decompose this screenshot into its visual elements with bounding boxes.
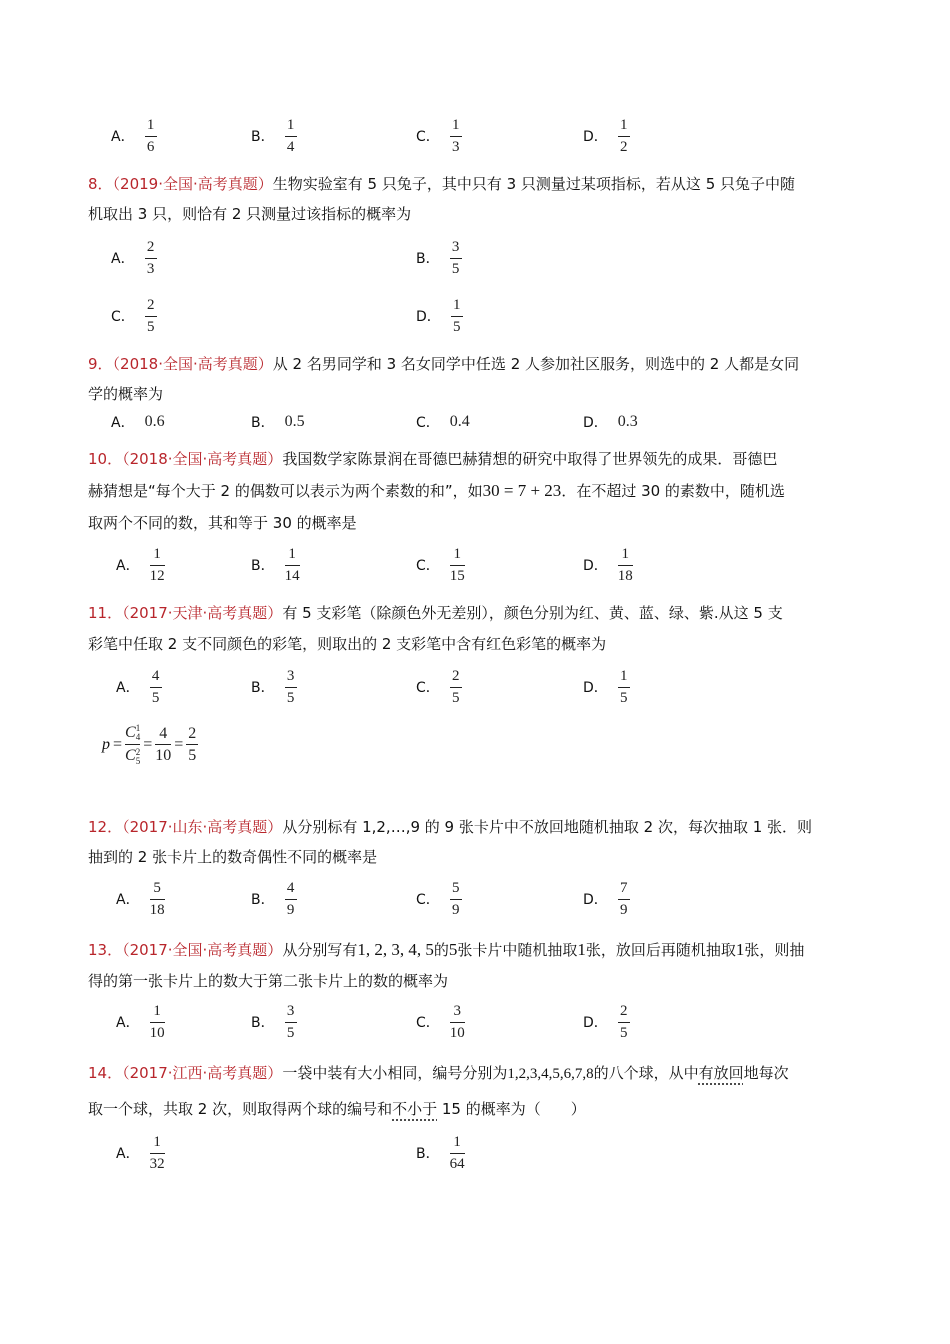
- option-label: C．: [416, 1015, 440, 1031]
- q13-option-c[interactable]: [416, 1000, 465, 1044]
- numerator: 1: [153, 1002, 161, 1019]
- denominator: 5: [188, 747, 197, 765]
- q13-line2: 得的第一张卡片上的数大于第二张卡片上的数的概率为: [88, 972, 449, 990]
- q12-option-a[interactable]: [116, 877, 165, 921]
- numerator: 2: [147, 296, 155, 313]
- question-source: （2018·全国·高考真题）: [112, 355, 273, 373]
- numerator: 1: [621, 545, 630, 562]
- numerator: 1: [288, 545, 296, 562]
- option-label: B．: [251, 558, 275, 574]
- option-value: 0.5: [284, 413, 305, 430]
- numerator: 5: [153, 879, 161, 896]
- math-expression: 1, 2, 3, 4, 5: [357, 940, 434, 959]
- option-label: A．: [111, 251, 135, 267]
- option-label: A．: [111, 129, 135, 145]
- combination-symbol: C: [125, 747, 136, 765]
- option-label: D．: [416, 309, 441, 325]
- question-text: 从分别写有: [282, 941, 358, 959]
- q11-solution-formula: [102, 724, 198, 766]
- question-text: 从分别标有 1,2,…,9 的 9 张卡片中不放回地随机抽取 2 次，每次抽取 1 张．则: [282, 818, 813, 836]
- option-label: A．: [116, 1146, 140, 1162]
- combination-fraction: [125, 724, 140, 766]
- question-number: 8．: [88, 175, 113, 193]
- numerator: 1: [452, 116, 460, 133]
- q9-option-a[interactable]: [111, 400, 165, 444]
- q13-option-d[interactable]: [583, 1000, 630, 1044]
- denominator: 5: [453, 318, 461, 335]
- q11-line1: [88, 598, 783, 628]
- numerator: [125, 724, 140, 742]
- fraction: [150, 1134, 165, 1173]
- question-text: 有 5 支彩笔（除颜色外无差别），颜色分别为红、黄、蓝、绿、紫.从这 5 支: [282, 604, 783, 622]
- numerator: 1: [453, 1133, 461, 1150]
- numerator: 3: [286, 1002, 295, 1019]
- q14-option-a[interactable]: [116, 1131, 165, 1175]
- numerator: 1: [146, 116, 155, 133]
- fraction: [618, 546, 633, 585]
- denominator: 5: [151, 689, 160, 706]
- q12-option-b[interactable]: [251, 877, 297, 921]
- question-text: 张卡片中随机抽取: [457, 941, 578, 959]
- math-expression: 1: [735, 940, 745, 959]
- q11-option-b[interactable]: [251, 665, 297, 709]
- option-value: 0.6: [144, 413, 165, 430]
- variable-p: p: [102, 735, 110, 753]
- fraction: [618, 880, 630, 919]
- option-label: D．: [583, 129, 608, 145]
- fraction: [150, 1003, 165, 1042]
- denominator: 64: [449, 1155, 465, 1172]
- q7-option-c[interactable]: [416, 114, 462, 158]
- option-label: A．: [116, 1015, 140, 1031]
- fraction: [450, 668, 462, 707]
- question-number: 12．: [88, 818, 123, 836]
- denominator: 5: [620, 689, 628, 706]
- numerator: 1: [620, 667, 628, 684]
- numerator: 2: [452, 667, 460, 684]
- denominator: 10: [155, 747, 172, 765]
- q12-option-c[interactable]: [416, 877, 462, 921]
- question-number: 9．: [88, 355, 113, 373]
- numerator: 2: [620, 1002, 628, 1019]
- option-label: B．: [251, 129, 275, 145]
- denominator: 15: [449, 567, 465, 584]
- q10-option-b[interactable]: [251, 543, 300, 587]
- option-label: D．: [583, 558, 608, 574]
- option-label: A．: [116, 558, 140, 574]
- numerator: 3: [453, 1002, 462, 1019]
- superscript: 1: [135, 723, 141, 734]
- question-text: 从 2 名男同学和 3 名女同学中任选 2 人参加社区服务，则选中的 2 人都是女同: [272, 355, 800, 373]
- question-text: 地每次: [743, 1064, 789, 1082]
- denominator: 12: [149, 567, 165, 584]
- fraction: [186, 725, 198, 764]
- superscript: 2: [135, 746, 141, 757]
- option-label: C．: [416, 558, 440, 574]
- option-label: D．: [583, 680, 608, 696]
- denominator: 5: [451, 260, 460, 277]
- question-text: 15 的概率为（ ）: [437, 1100, 586, 1118]
- question-text: 生物实验室有 5 只兔子，其中只有 3 只测量过某项指标，若从这 5 只兔子中随: [272, 175, 796, 193]
- option-label: B．: [251, 680, 275, 696]
- numerator: 3: [286, 667, 295, 684]
- numerator: 2: [146, 238, 155, 255]
- question-text: 张，则抽: [744, 941, 805, 959]
- option-label: B．: [251, 415, 275, 431]
- emphasis-dotted-text: 不小于: [392, 1100, 438, 1118]
- fraction: [450, 1003, 465, 1042]
- q7-option-d[interactable]: [583, 114, 630, 158]
- equals-sign: =: [113, 735, 123, 753]
- fraction: [285, 1003, 297, 1042]
- q9-line1: [88, 349, 799, 379]
- option-label: D．: [583, 1015, 608, 1031]
- math-expression: 1,2,3,4,5,6,7,8: [507, 1066, 594, 1082]
- denominator: 18: [617, 567, 633, 584]
- q8-line1: [88, 169, 795, 199]
- numerator: 2: [188, 725, 197, 743]
- q7-option-a[interactable]: [111, 114, 157, 158]
- subscript: 4: [135, 732, 141, 743]
- q11-option-d[interactable]: [583, 665, 630, 709]
- question-source: （2017·天津·高考真题）: [122, 604, 283, 622]
- q10-line2: [88, 476, 785, 506]
- denominator: 9: [620, 901, 628, 918]
- numerator: 1: [153, 545, 161, 562]
- option-label: C．: [416, 129, 440, 145]
- option-label: C．: [111, 309, 135, 325]
- denominator: 5: [620, 1024, 628, 1041]
- q11-option-a[interactable]: [116, 665, 162, 709]
- fraction: [155, 725, 171, 764]
- option-label: C．: [416, 680, 440, 696]
- math-expression: 30 = 7 + 23: [482, 481, 562, 500]
- question-source: （2017·全国·高考真题）: [122, 941, 283, 959]
- combination-symbol: C: [125, 724, 136, 741]
- denominator: [125, 747, 140, 765]
- denominator: 5: [147, 318, 155, 335]
- q7-option-b[interactable]: [251, 114, 297, 158]
- fraction: [450, 117, 462, 156]
- option-label: B．: [416, 251, 440, 267]
- option-label: C．: [416, 415, 440, 431]
- q9-option-b[interactable]: [251, 400, 305, 444]
- question-text: ．在不超过 30 的素数中，随机选: [561, 482, 785, 500]
- equals-sign: =: [143, 735, 153, 753]
- question-text: 的八个球，从中: [593, 1064, 699, 1082]
- q8-option-b[interactable]: [416, 236, 462, 280]
- q13-line1: [88, 935, 804, 965]
- q9-option-c[interactable]: [416, 400, 470, 444]
- fraction: [450, 239, 462, 278]
- q14-line1: [88, 1058, 789, 1089]
- denominator: 10: [449, 1024, 465, 1041]
- fraction: [150, 668, 162, 707]
- numerator: 4: [286, 879, 295, 896]
- option-label: D．: [583, 415, 608, 431]
- q13-option-a[interactable]: [116, 1000, 165, 1044]
- q13-option-b[interactable]: [251, 1000, 297, 1044]
- denominator: 6: [146, 138, 155, 155]
- question-number: 11．: [88, 604, 123, 622]
- fraction: [450, 1134, 465, 1173]
- numerator: 1: [153, 1133, 161, 1150]
- q8-option-d[interactable]: [416, 294, 463, 338]
- denominator: 14: [284, 567, 300, 584]
- denominator: 18: [149, 901, 165, 918]
- q11-line2: 彩笔中任取 2 支不同颜色的彩笔，则取出的 2 支彩笔中含有红色彩笔的概率为: [88, 635, 607, 653]
- numerator: 1: [620, 116, 628, 133]
- denominator: 32: [149, 1155, 165, 1172]
- fraction: [450, 880, 462, 919]
- q10-option-a[interactable]: [116, 543, 165, 587]
- question-text: 的: [433, 941, 449, 959]
- numerator: 1: [286, 116, 295, 133]
- numerator: 5: [452, 879, 460, 896]
- question-number: 14．: [88, 1064, 123, 1082]
- q8-option-c[interactable]: [111, 294, 157, 338]
- math-expression: 5: [448, 940, 458, 959]
- fraction: [450, 546, 465, 585]
- question-text: 一袋中装有大小相同，编号分别为: [282, 1064, 508, 1082]
- denominator: 9: [452, 901, 460, 918]
- option-label: B．: [251, 1015, 275, 1031]
- q12-line1: [88, 812, 812, 842]
- question-source: （2017·山东·高考真题）: [122, 818, 283, 836]
- denominator: 10: [149, 1024, 165, 1041]
- numerator: 4: [151, 667, 160, 684]
- numerator: 4: [159, 725, 168, 743]
- equals-sign: =: [174, 735, 184, 753]
- option-label: A．: [116, 680, 140, 696]
- option-label: C．: [416, 892, 440, 908]
- q10-line1: [88, 444, 777, 474]
- question-text: 赫猜想是“每个大于 2 的偶数可以表示为两个素数的和”，如: [88, 482, 483, 500]
- numerator: 3: [451, 238, 460, 255]
- option-label: B．: [251, 892, 275, 908]
- denominator: 5: [286, 1024, 295, 1041]
- fraction: [618, 117, 630, 156]
- fraction: [145, 239, 157, 278]
- numerator: 7: [620, 879, 628, 896]
- q9-line2: 学的概率为: [88, 385, 164, 403]
- q8-line2: 机取出 3 只，则恰有 2 只测量过该指标的概率为: [88, 205, 412, 223]
- question-text: 我国数学家陈景润在哥德巴赫猜想的研究中取得了世界领先的成果．哥德巴: [282, 450, 778, 468]
- q8-option-a[interactable]: [111, 236, 157, 280]
- denominator: 3: [452, 138, 460, 155]
- fraction: [285, 880, 297, 919]
- fraction: [618, 1003, 630, 1042]
- q10-option-d[interactable]: [583, 543, 633, 587]
- fraction: [145, 117, 157, 156]
- subscript: 5: [135, 755, 141, 766]
- question-source: （2019·全国·高考真题）: [112, 175, 273, 193]
- fraction: [150, 880, 165, 919]
- fraction: [285, 117, 297, 156]
- option-label: D．: [583, 892, 608, 908]
- fraction: [285, 546, 300, 585]
- option-label: B．: [416, 1146, 440, 1162]
- denominator: 5: [452, 689, 460, 706]
- option-value: 0.4: [449, 413, 470, 430]
- question-source: （2017·江西·高考真题）: [122, 1064, 283, 1082]
- question-text: 张，放回后再随机抽取: [585, 941, 736, 959]
- denominator: 3: [146, 260, 155, 277]
- denominator: 2: [620, 138, 628, 155]
- question-source: （2018·全国·高考真题）: [122, 450, 283, 468]
- q12-option-d[interactable]: [583, 877, 630, 921]
- option-label: A．: [116, 892, 140, 908]
- fraction: [145, 297, 157, 336]
- option-value: 0.3: [617, 413, 638, 430]
- fraction: [150, 546, 165, 585]
- q10-option-c[interactable]: [416, 543, 465, 587]
- question-number: 10．: [88, 450, 123, 468]
- q11-option-c[interactable]: [416, 665, 462, 709]
- fraction: [285, 668, 297, 707]
- question-number: 13．: [88, 941, 123, 959]
- q14-line2: [88, 1094, 586, 1124]
- emphasis-dotted-text: 有放回: [698, 1064, 744, 1082]
- q14-option-b[interactable]: [416, 1131, 465, 1175]
- denominator: 9: [286, 901, 295, 918]
- denominator: 5: [286, 689, 295, 706]
- math-expression: 1: [577, 940, 586, 959]
- numerator: 1: [453, 296, 461, 313]
- q9-option-d[interactable]: [583, 400, 638, 444]
- question-text: 取一个球，共取 2 次，则取得两个球的编号和: [88, 1100, 393, 1118]
- fraction: [618, 668, 630, 707]
- option-label: A．: [111, 415, 135, 431]
- fraction: [451, 297, 463, 336]
- denominator: 4: [286, 138, 295, 155]
- q12-line2: 抽到的 2 张卡片上的数奇偶性不同的概率是: [88, 848, 378, 866]
- numerator: 1: [453, 545, 462, 562]
- q10-line3: 取两个不同的数，其和等于 30 的概率是: [88, 514, 357, 532]
